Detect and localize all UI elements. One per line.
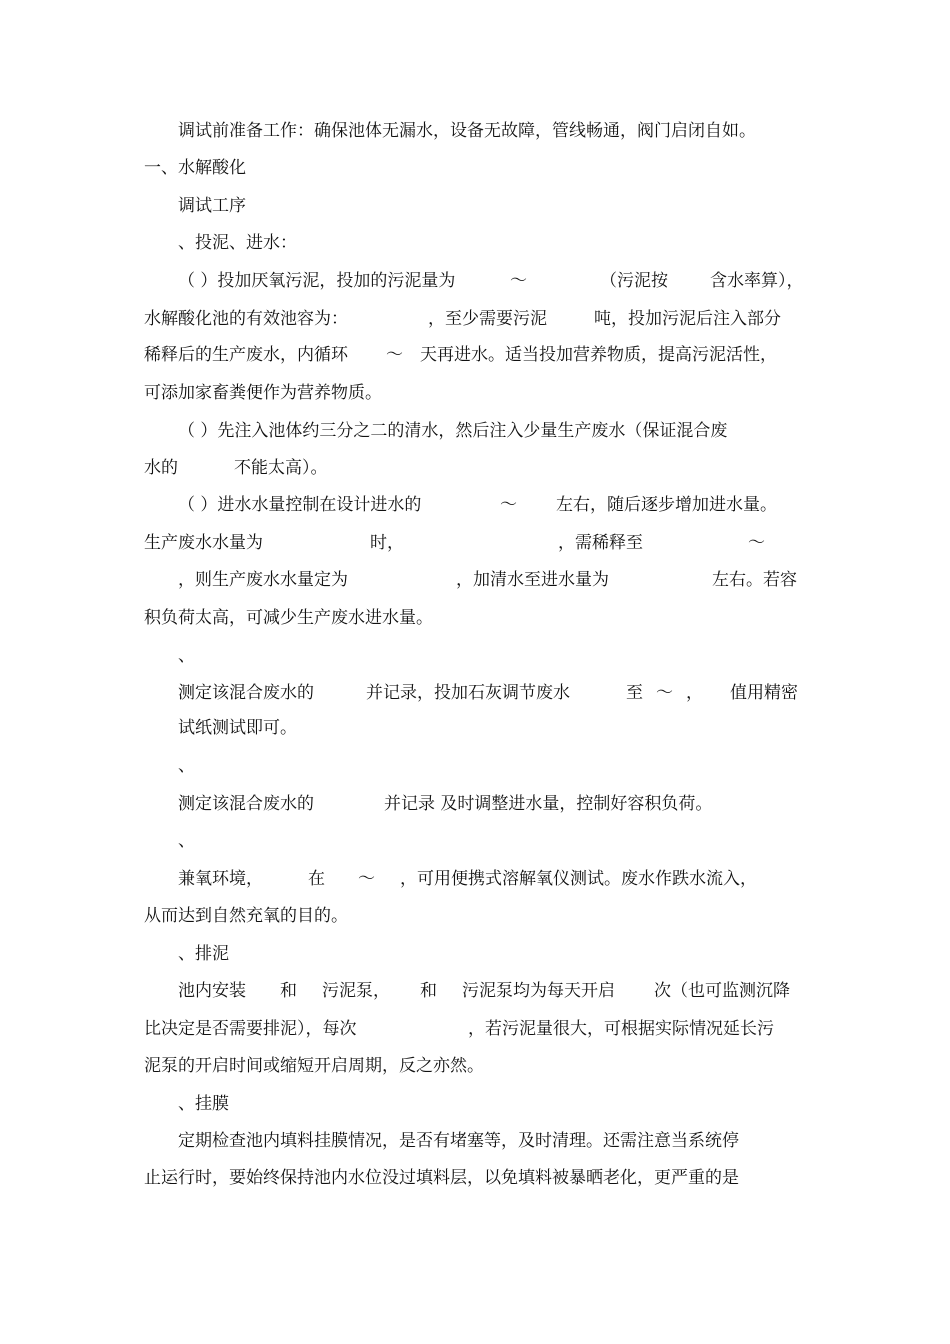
- text-run: 泥泵的开启时间或缩短开启周期，反之亦然。: [144, 1056, 484, 1076]
- text-run: 积负荷太高，可减少生产废水进水量。: [144, 608, 433, 628]
- subheading-text: 、投泥、进水：: [178, 233, 297, 253]
- text-run: 和: [280, 981, 297, 1001]
- do-paragraph-line-2: [0, 901, 950, 931]
- prep-paragraph: [0, 116, 950, 146]
- discharge-paragraph-line-3: [0, 1051, 950, 1081]
- text-run: （污泥按: [600, 271, 668, 291]
- subheading-sludge-discharge: [0, 939, 950, 969]
- paragraph-1-line-2: [0, 304, 950, 334]
- text-run: 次（也可监测沉降: [654, 981, 790, 1001]
- text-run: 生产废水水量为: [144, 533, 263, 553]
- text-run: 并记录 及时调整进水量，控制好容积负荷。: [384, 794, 713, 814]
- subheading-biofilm: [0, 1089, 950, 1119]
- subheading-text: 、挂膜: [178, 1094, 229, 1114]
- paragraph-2-line-2: [0, 453, 950, 483]
- discharge-paragraph-line-1: [0, 976, 950, 1006]
- subheading-text: 调试工序: [178, 196, 246, 216]
- text-run: 污泥泵，: [322, 981, 390, 1001]
- text-run: 定期检查池内填料挂膜情况，是否有堵塞等，及时清理。还需注意当系统停: [178, 1131, 739, 1151]
- subheading-ph: [0, 641, 950, 671]
- prep-text: 调试前准备工作：确保池体无漏水，设备无故障，管线畅通，阀门启闭自如。: [178, 121, 756, 141]
- text-run: ，可用便携式溶解氧仪测试。废水作跌水流入，: [400, 869, 757, 889]
- text-run: 污泥泵均为每天开启: [462, 981, 615, 1001]
- text-run: 水的: [144, 458, 178, 478]
- paragraph-1-line-1: [0, 266, 950, 296]
- text-run: 可添加家畜粪便作为营养物质。: [144, 383, 382, 403]
- ph-paragraph-line-2: [0, 713, 950, 743]
- text-run: 池内安装: [178, 981, 246, 1001]
- text-run: 稀释后的生产废水，内循环: [144, 345, 348, 365]
- text-run: ～: [358, 869, 375, 889]
- text-run: 在: [308, 869, 325, 889]
- text-run: 测定该混合废水的: [178, 683, 314, 703]
- cod-paragraph-line-1: [0, 789, 950, 819]
- text-run: 测定该混合废水的: [178, 794, 314, 814]
- subheading-text: 、: [178, 756, 195, 776]
- biofilm-paragraph-line-1: [0, 1126, 950, 1156]
- subheading-text: 、排泥: [178, 944, 229, 964]
- paragraph-3-line-3: [0, 565, 950, 595]
- discharge-paragraph-line-2: [0, 1014, 950, 1044]
- subheading-text: 、: [178, 646, 195, 666]
- text-run: 值用精密: [730, 683, 798, 703]
- text-run: 不能太高）。: [234, 458, 328, 478]
- text-run: 天再进水。适当投加营养物质，提高污泥活性，: [420, 345, 777, 365]
- text-run: ～: [656, 683, 673, 703]
- text-run: （ ）进水水量控制在设计进水的: [178, 495, 422, 515]
- text-run: 试纸测试即可。: [178, 718, 297, 738]
- text-run: ，至少需要污泥: [428, 309, 547, 329]
- text-run: 含水率算），: [710, 271, 804, 291]
- text-run: 至: [626, 683, 643, 703]
- text-run: ，: [686, 683, 703, 703]
- subheading-sludge-feed: [0, 228, 950, 258]
- text-run: 和: [420, 981, 437, 1001]
- text-run: 左右，随后逐步增加进水量。: [556, 495, 777, 515]
- text-run: 左右。若容: [712, 570, 797, 590]
- text-run: 比决定是否需要排泥），每次: [144, 1019, 357, 1039]
- text-run: 从而达到自然充氧的目的。: [144, 906, 348, 926]
- biofilm-paragraph-line-2: [0, 1163, 950, 1193]
- text-run: ，加清水至进水量为: [456, 570, 609, 590]
- text-run: 止运行时，要始终保持池内水位没过填料层，以免填料被暴晒老化，更严重的是: [144, 1168, 739, 1188]
- text-run: 吨，投加污泥后注入部分: [594, 309, 781, 329]
- text-run: ～: [500, 495, 517, 515]
- subheading-do: [0, 826, 950, 856]
- text-run: 兼氧环境，: [178, 869, 263, 889]
- text-run: 水解酸化池的有效池容为：: [144, 309, 348, 329]
- text-run: ，若污泥量很大，可根据实际情况延长污: [468, 1019, 774, 1039]
- text-run: ，需稀释至: [558, 533, 643, 553]
- section-heading-hydrolysis: [0, 153, 950, 183]
- section-heading-text: 一、水解酸化: [144, 158, 246, 178]
- subheading-cod: [0, 751, 950, 781]
- paragraph-3-line-1: [0, 490, 950, 520]
- paragraph-1-line-4: [0, 378, 950, 408]
- text-run: 时，: [370, 533, 404, 553]
- subheading-text: 、: [178, 831, 195, 851]
- paragraph-1-line-3: [0, 340, 950, 370]
- text-run: 并记录，投加石灰调节废水: [366, 683, 570, 703]
- text-run: （ ）先注入池体约三分之二的清水，然后注入少量生产废水（保证混合废: [178, 421, 728, 441]
- text-run: ～: [386, 345, 403, 365]
- ph-paragraph-line-1: [0, 678, 950, 708]
- paragraph-3-line-2: [0, 528, 950, 558]
- subheading-procedure: [0, 191, 950, 221]
- do-paragraph-line-1: [0, 864, 950, 894]
- paragraph-3-line-4: [0, 603, 950, 633]
- paragraph-2-line-1: [0, 416, 950, 446]
- text-run: （ ）投加厌氧污泥，投加的污泥量为: [178, 271, 456, 291]
- text-run: ～: [748, 533, 765, 553]
- text-run: ，则生产废水水量定为: [178, 570, 348, 590]
- text-run: ～: [510, 271, 527, 291]
